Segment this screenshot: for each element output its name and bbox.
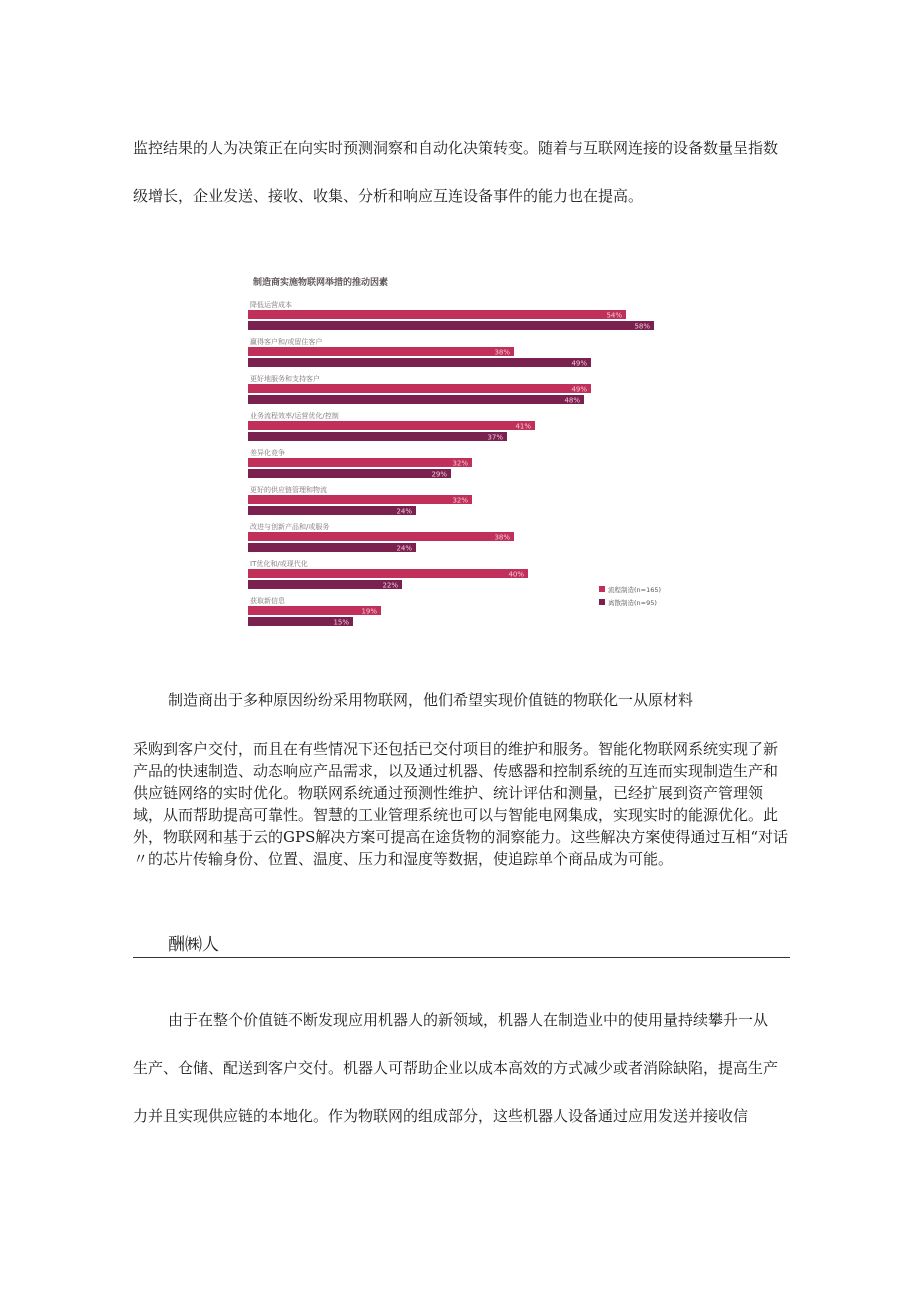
category-label: 改进与创新产品和/或服务 bbox=[250, 523, 330, 531]
category-label: 赢得客户和/或留住客户 bbox=[250, 338, 323, 346]
bar bbox=[248, 395, 584, 404]
bar-value-label: 24% bbox=[396, 507, 412, 516]
bar-value-label: 32% bbox=[452, 496, 468, 505]
legend-swatch bbox=[599, 586, 605, 592]
bar-value-label: 49% bbox=[571, 359, 587, 368]
bar bbox=[248, 310, 626, 319]
bar-value-label: 22% bbox=[382, 581, 398, 590]
bar-value-label: 40% bbox=[508, 570, 524, 579]
bar-value-label: 41% bbox=[515, 422, 531, 431]
bar bbox=[248, 569, 528, 578]
bar-value-label: 15% bbox=[333, 618, 349, 626]
chart-svg bbox=[243, 266, 683, 626]
bar bbox=[248, 543, 416, 552]
bar bbox=[248, 432, 507, 441]
bar-value-label: 54% bbox=[606, 311, 622, 320]
category-label: 降低运营成本 bbox=[250, 301, 292, 309]
bar bbox=[248, 532, 514, 541]
paragraph-robots-body: 生产、仓储、配送到客户交付。机器人可帮助企业以成本高效的方式减少或者消除缺陷，提高生产力并且实现供应链的本地化。作为物联网的组成部分，这些机器人设备通过应用发送并接收信 bbox=[133, 1059, 779, 1125]
drivers-bar-chart bbox=[243, 266, 683, 626]
bar-value-label: 24% bbox=[396, 544, 412, 553]
bar-value-label: 48% bbox=[564, 396, 580, 405]
bar bbox=[248, 421, 535, 430]
section-divider bbox=[133, 957, 790, 958]
category-label: 差异化竞争 bbox=[250, 449, 285, 457]
bar bbox=[248, 506, 416, 515]
category-label: 获取新信息 bbox=[250, 597, 285, 605]
category-label: 更好的供应链管理和物流 bbox=[250, 486, 327, 494]
legend-swatch bbox=[599, 599, 605, 605]
bar-value-label: 32% bbox=[452, 459, 468, 468]
bar-value-label: 38% bbox=[494, 533, 510, 542]
bar-value-label: 19% bbox=[361, 607, 377, 616]
legend-label: 流程制造(n=165) bbox=[608, 586, 662, 594]
chart-title: 制造商实施物联网举措的推动因素 bbox=[253, 278, 389, 288]
category-label: 业务流程效率/运营优化/控制 bbox=[250, 412, 339, 420]
paragraph-robots-first-line: 由于在整个价值链不断发现应用机器人的新领域，机器人在制造业中的使用量持续攀升一从 bbox=[168, 1011, 769, 1029]
bar bbox=[248, 458, 472, 467]
bar bbox=[248, 469, 451, 478]
bar-value-label: 38% bbox=[494, 348, 510, 357]
bar bbox=[248, 384, 591, 393]
category-label: 更好地服务和支持客户 bbox=[250, 375, 320, 383]
paragraph-iot-first-line: 制造商出于多种原因纷纷采用物联网，他们希望实现价值链的物联化一从原材料 bbox=[168, 691, 694, 709]
bar-value-label: 49% bbox=[571, 385, 587, 394]
bar-value-label: 37% bbox=[487, 433, 503, 442]
bar bbox=[248, 495, 472, 504]
section-title: 酬㈱人 bbox=[168, 935, 219, 955]
bar bbox=[248, 347, 514, 356]
bar-value-label: 29% bbox=[431, 470, 447, 479]
bar bbox=[248, 321, 654, 330]
intro-paragraph: 监控结果的人为决策正在向实时预测洞察和自动化决策转变。随着与互联网连接的设备数量呈指数级增长，企业发送、接收、收集、分析和响应互连设备事件的能力也在提高。 bbox=[133, 139, 779, 205]
bar-value-label: 58% bbox=[634, 322, 650, 331]
legend-label: 离散制造(n=95) bbox=[608, 599, 657, 607]
bar bbox=[248, 358, 591, 367]
paragraph-iot-body: 采购到客户交付，而且在有些情况下还包括已交付项目的维护和服务。智能化物联网系统实现了新产品的快速制造、动态响应产品需求，以及通过机器、传感器和控制系统的互连而实现制造生产和供应链网络的实时优化。物联网系统通过预测性维护、统计评估和测量，已经扩展到资产管理领域，从而帮助提高可靠性。智慧的工业管理系统也可以与智能电网集成，实现实时的能源优化。此外，物联网和基于云的GPS解决方案可提高在途货物的洞察能力。这些解决方案使得通过互相“对话〃的芯片传输身份、位置、温度、压力和湿度等数据，使追踪单个商品成为可能。 bbox=[133, 740, 789, 868]
bar bbox=[248, 580, 402, 589]
category-label: IT优化和/或现代化 bbox=[250, 560, 308, 568]
